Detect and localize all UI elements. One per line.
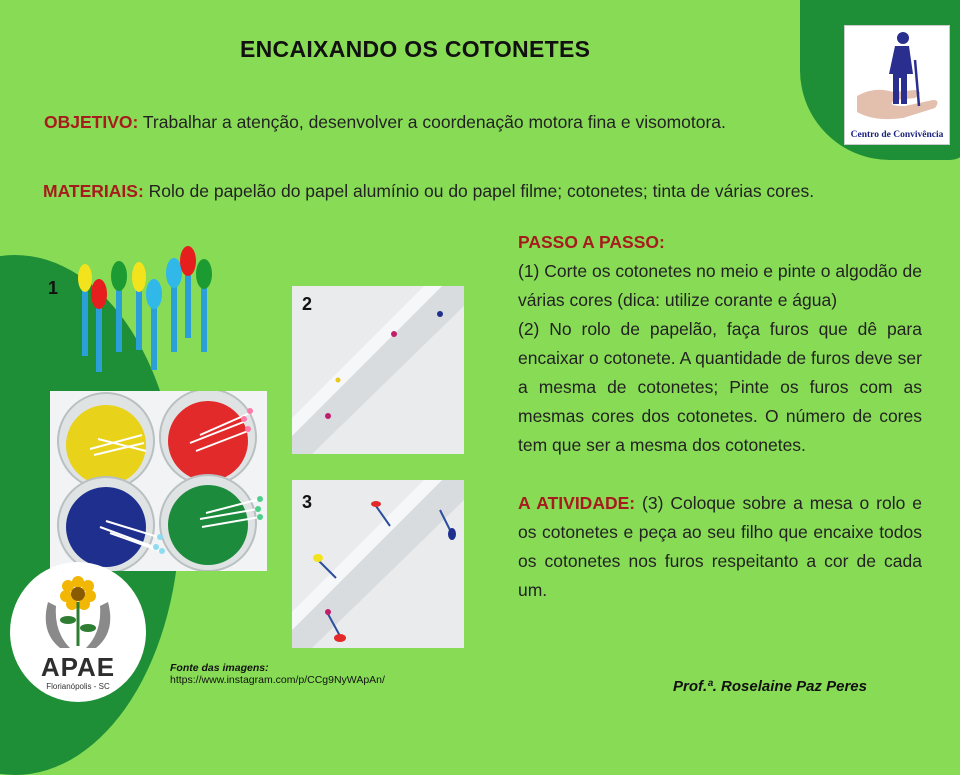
page-title: ENCAIXANDO OS COTONETES	[240, 36, 591, 62]
figure-number-2: 2	[302, 294, 313, 314]
materials-label: MATERIAIS:	[43, 181, 144, 201]
objective-label: OBJETIVO:	[44, 112, 139, 132]
roll-with-holes-photo	[292, 286, 464, 454]
figure-number-3: 3	[302, 492, 313, 512]
roll-with-swabs-photo	[292, 480, 464, 648]
image-source-label: Fonte das imagens:	[170, 662, 269, 674]
materials-text: Rolo de papelão do papel alumínio ou do papel filme; cotonetes; tinta de várias cores.	[148, 181, 815, 201]
activity-label: A ATIVIDADE:	[518, 493, 636, 513]
colored-swabs-illustration	[70, 240, 220, 372]
step-1-text: (1) Corte os cotonetes no meio e pinte o algodão de várias cores (dica: utilize corante e água)	[518, 261, 922, 310]
apae-name: APAE	[40, 652, 116, 682]
activity-paragraph	[518, 489, 922, 605]
objective-paragraph	[44, 108, 788, 136]
figure-number-1: 1	[48, 278, 59, 298]
apae-city: Florianópolis - SC	[46, 682, 110, 691]
author-signature: Prof.ª. Roselaine Paz Peres	[673, 678, 867, 695]
centro-convivencia-caption: Centro de Convivência	[850, 130, 944, 140]
step-2-text: (2) No rolo de papelão, faça furos que dê para encaixar o cotonete. A quantidade de furos deve ser a mesma de cotonetes; Pinte os furos com as mesmas cores dos cotonetes. O número de cores tem que ser a mesma dos cotonetes.	[518, 319, 922, 455]
image-source	[170, 662, 385, 686]
steps-section	[518, 228, 922, 605]
dyed-swabs-bowls-photo	[50, 391, 267, 571]
centro-convivencia-logo	[844, 25, 950, 145]
activity-text: (3) Coloque sobre a mesa o rolo e os cotonetes e peça ao seu filho que encaixe todos os cotonetes nos furos respeitanto a cor de cada um.	[518, 493, 922, 600]
image-source-url: https://www.instagram.com/p/CCg9NyWApAn/	[170, 674, 385, 686]
steps-heading: PASSO A PASSO:	[518, 232, 665, 252]
objective-text: Trabalhar a atenção, desenvolver a coordenação motora fina e visomotora.	[142, 112, 726, 132]
materials-paragraph	[43, 177, 841, 205]
elderly-person-icon	[845, 26, 949, 126]
apae-logo	[10, 562, 146, 702]
